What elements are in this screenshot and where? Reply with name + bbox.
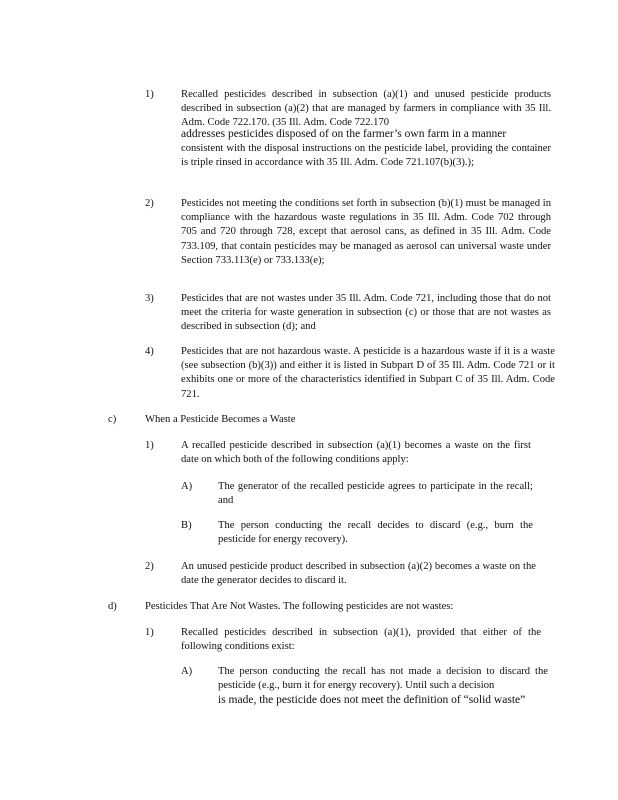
d-item-1-text: Recalled pesticides described in subsection (a)(1), provided that either of the following conditions exist: xyxy=(181,627,541,653)
item-1-text: Recalled pesticides described in subsection (a)(1) and unused pesticide products described in subsection (a)(2) that are managed by farmers in compliance with 35 Ill. Adm. Code 722.170. (35 Ill. Adm. Code 722.170 xyxy=(181,89,551,129)
item-4-text: Pesticides that are not hazardous waste. A pesticide is a hazardous waste if it is a waste (see subsection (b)(3)) and either it is listed in Subpart D of 35 Ill. Adm. Code 721 or it exhibits one or more of the characteristics identified in Subpart C of 35 Ill. Adm. Code 721. xyxy=(181,346,555,400)
c-item-1-sub-b-label: B) xyxy=(181,520,192,531)
item-1-text-cont: addresses pesticides disposed of on the farmer’s own farm in a manner xyxy=(181,128,507,140)
c-item-1-sub-b-text: The person conducting the recall decides to discard (e.g., burn the pesticide for energy recovery). xyxy=(218,520,533,546)
item-1-text-end: consistent with the disposal instructions on the pesticide label, providing the container is triple rinsed in accordance with 35 Ill. Adm. Code 721.107(b)(3).); xyxy=(181,143,551,169)
item-3-label: 3) xyxy=(145,293,154,304)
d-item-1-sub-a-text: The person conducting the recall has not made a decision to discard the pesticide (e.g., burn it for energy recovery). Until such a decision xyxy=(218,666,548,692)
c-item-1-text: A recalled pesticide described in subsection (a)(1) becomes a waste on the first date on which both of the following conditions apply: xyxy=(181,440,531,466)
c-item-1-sub-a-label: A) xyxy=(181,481,193,492)
c-item-2-label: 2) xyxy=(145,561,154,572)
item-2-label: 2) xyxy=(145,198,154,209)
d-item-1-sub-a-label: A) xyxy=(181,666,193,677)
item-4-label: 4) xyxy=(145,346,154,357)
section-d-label: d) xyxy=(108,601,117,612)
c-item-1-sub-a-text: The generator of the recalled pesticide agrees to participate in the recall; and xyxy=(218,481,533,507)
item-3-text: Pesticides that are not wastes under 35 Ill. Adm. Code 721, including those that do not meet the criteria for waste generation in subsection (c) or those that are not wastes as described in subsection (d); and xyxy=(181,293,551,333)
d-item-1-sub-a-text-cont: is made, the pesticide does not meet the definition of “solid waste” xyxy=(218,694,526,706)
c-item-2-text: An unused pesticide product described in subsection (a)(2) becomes a waste on the date the generator decides to discard it. xyxy=(181,561,536,587)
item-1-label: 1) xyxy=(145,89,154,100)
item-2-text: Pesticides not meeting the conditions set forth in subsection (b)(1) must be managed in compliance with the hazardous waste regulations in 35 Ill. Adm. Code 702 through 705 and 720 through 728, except that aerosol cans, as defined in 35 Ill. Adm. Code 733.109, that contain pesticides may be managed as aerosol can universal waste under Section 733.113(e) or 733.133(e); xyxy=(181,198,551,266)
section-d-heading: Pesticides That Are Not Wastes. The following pesticides are not wastes: xyxy=(145,601,454,612)
c-item-1-label: 1) xyxy=(145,440,154,451)
section-c-label: c) xyxy=(108,414,117,425)
section-c-heading: When a Pesticide Becomes a Waste xyxy=(145,414,296,425)
d-item-1-label: 1) xyxy=(145,627,154,638)
